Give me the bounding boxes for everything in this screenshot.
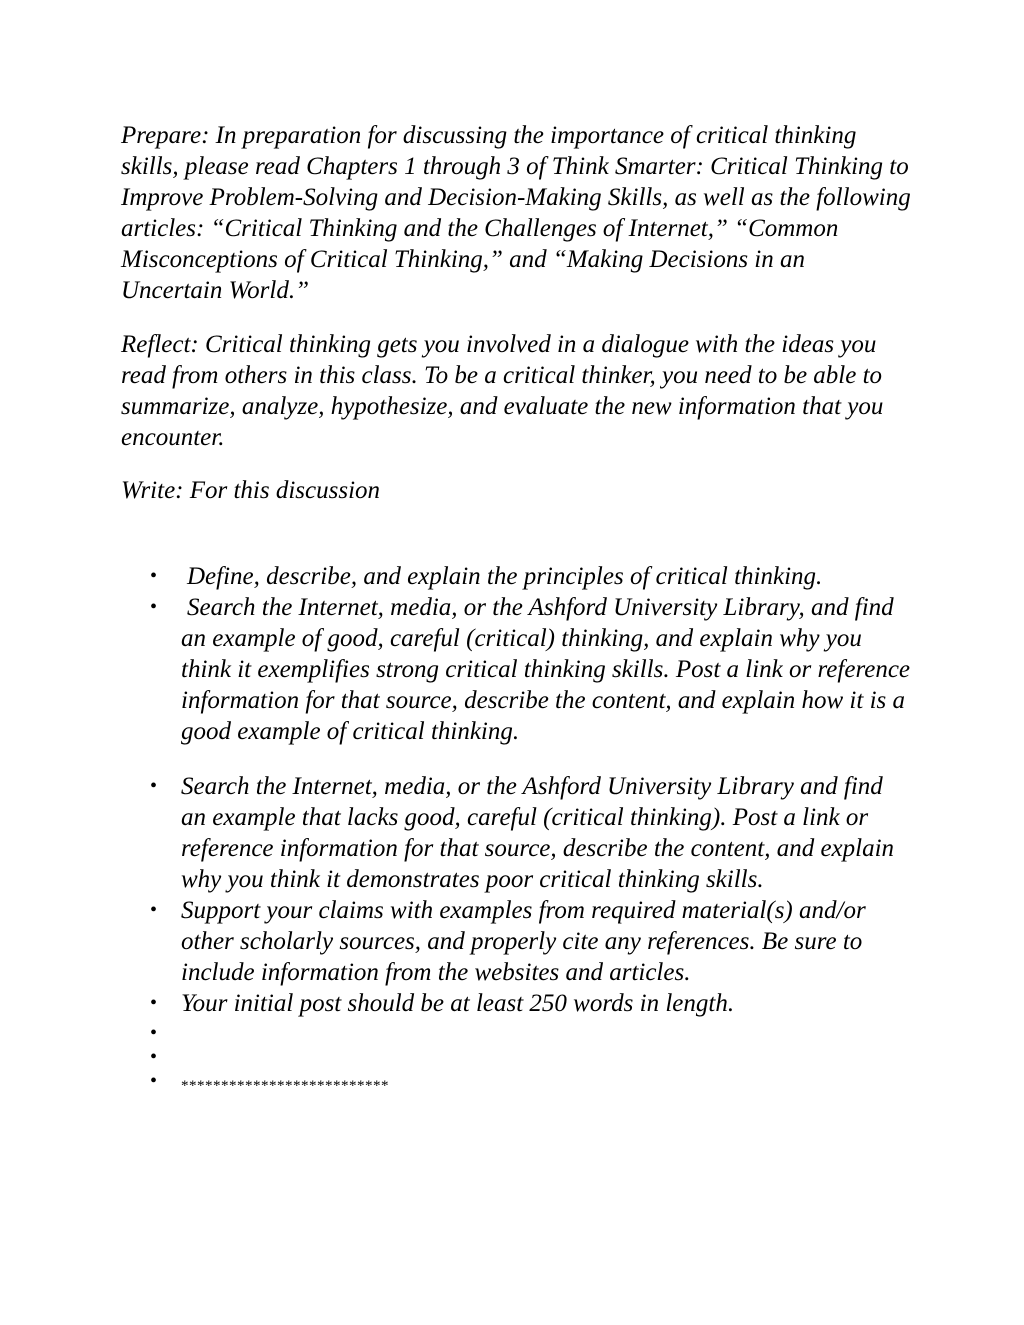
list-item (0, 988, 911, 1019)
list-item-text: Search the Internet, media, or the Ashford University Library and find an example that lacks good, careful (critical thinking). Post a link or reference information for that source, describe the content, and explain why you think it demonstrates poor critical thinking skills. (181, 773, 895, 893)
list-item-text: Search the Internet, media, or the Ashford University Library, and find an example of good, careful (critical) thinking, and explain why you think it exemplifies strong critical thinking skills. Post a link or reference information for that source, describe the content, and explain how it is a good example of critical thinking. (181, 594, 911, 745)
list-item (0, 1067, 911, 1094)
instruction-list (0, 561, 1024, 1094)
write-paragraph: Write: For this discussion (121, 477, 381, 504)
list-item-text: Support your claims with examples from required material(s) and/or other scholarly sources, and properly cite any references. Be sure to include information from the websites and articles. (181, 897, 866, 986)
bullet-icon: • (150, 565, 158, 587)
bullet-icon: • (150, 775, 158, 797)
list-item-text: Your initial post should be at least 250 words in length. (181, 990, 735, 1017)
asterisk-separator: ************************** (181, 1078, 389, 1094)
bullet-icon: • (150, 1070, 158, 1092)
list-item-text: Define, describe, and explain the principles of critical thinking. (187, 563, 823, 590)
list-item (0, 895, 911, 988)
bullet-icon: • (150, 1046, 158, 1068)
bullet-icon: • (150, 1022, 158, 1044)
list-item-empty (0, 1043, 911, 1067)
list-item (0, 771, 911, 895)
list-item (0, 592, 911, 747)
list-item-empty (0, 1019, 911, 1043)
prepare-paragraph: Prepare: In preparation for discussing the importance of critical thinking skills, please read Chapters 1 through 3 of Think Smarter: Critical Thinking to Improve Problem-Solving and Decision-Making Skills, as well as the following articles: “Critical Thinking and the Challenges of Internet,” “Common Misconceptions of Critical Thinking,” and “Making Decisions in an Uncertain World.” (121, 122, 911, 304)
bullet-icon: • (150, 899, 158, 921)
reflect-paragraph: Reflect: Critical thinking gets you involved in a dialogue with the ideas you read from others in this class. To be a critical thinker, you need to be able to summarize, analyze, hypothesize, and evaluate the new information that you encounter. (121, 331, 884, 451)
list-item (0, 561, 911, 592)
bullet-icon: • (150, 992, 158, 1014)
bullet-icon: • (150, 596, 158, 618)
